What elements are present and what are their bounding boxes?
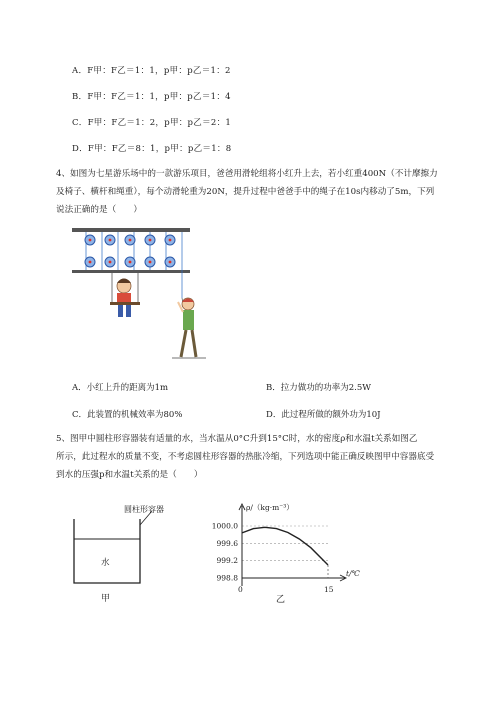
figure-jia-caption: 甲 xyxy=(101,594,111,603)
y-tick-label: 999.6 xyxy=(216,538,238,548)
q4-stem-line1: 4、如图为七星游乐场中的一款游乐项目，爸爸用滑轮组将小红升上去，若小红重400N（不计摩擦力 xyxy=(56,169,438,179)
father-figure xyxy=(172,298,206,358)
x-tick-15: 15 xyxy=(324,585,334,594)
q5-stem-line2: 所示，此过程水的质量不变，不考虑圆柱形容器的热胀冷缩，下列选项中能正确反映图甲中容器底受 xyxy=(56,452,435,462)
q5-stem xyxy=(56,430,456,484)
origin-label: 0 xyxy=(238,585,243,594)
x-axis-label: t/℃ xyxy=(346,569,360,578)
q3-option-b: B．F甲：F乙＝1：1，p甲：p乙＝1：4 xyxy=(72,92,231,102)
q3-option-a: A．F甲：F乙＝1：1，p甲：p乙＝1：2 xyxy=(72,66,231,76)
child-on-swing xyxy=(110,279,140,318)
top-beam xyxy=(72,228,190,232)
figure-jia-container xyxy=(60,503,170,603)
q4-option-a: A．小红上升的距离为1m xyxy=(72,383,169,393)
y-tick-label: 999.2 xyxy=(216,556,238,566)
q4-stem-line3: 说法正确的是（ ） xyxy=(56,205,142,215)
figure-yi-caption: 乙 xyxy=(276,595,286,605)
q4-stem-line2: 及椅子、横杆和绳重），每个动滑轮重为20N，提升过程中爸爸手中的绳子在10s内移动了5m，下列 xyxy=(56,187,435,197)
q3-option-c: C．F甲：F乙＝1：2，p甲：p乙＝2：1 xyxy=(72,118,232,128)
container-label: 圆柱形容器 xyxy=(124,505,164,514)
water-label: 水 xyxy=(101,558,110,568)
y-tick-label: 998.8 xyxy=(216,573,238,583)
container-outline xyxy=(74,519,140,583)
q4-option-b: B．拉力做功的功率为2.5W xyxy=(266,383,372,393)
density-curve xyxy=(242,527,328,565)
q4-option-d: D．此过程所做的额外功为10J xyxy=(266,410,381,420)
y-axis-label: ρ/（kg·m⁻³） xyxy=(246,503,294,512)
y-tick-label: 1000.0 xyxy=(211,521,238,531)
q5-stem-line1: 5、图甲中圆柱形容器装有适量的水，当水温从0°C升到15°C时，水的密度ρ和水温t关系如图乙 xyxy=(56,434,418,444)
pulley-ride-figure xyxy=(66,226,216,366)
q4-option-c: C．此装置的机械效率为80% xyxy=(72,410,183,420)
q5-stem-line3: 到水的压强p和水温t关系的是（ ） xyxy=(56,470,203,480)
figure-yi-density-chart xyxy=(200,500,370,606)
movable-beam xyxy=(72,270,190,273)
q3-option-d: D．F甲：F乙＝8：1，p甲：p乙＝1：8 xyxy=(72,144,232,154)
q4-stem xyxy=(56,165,456,219)
